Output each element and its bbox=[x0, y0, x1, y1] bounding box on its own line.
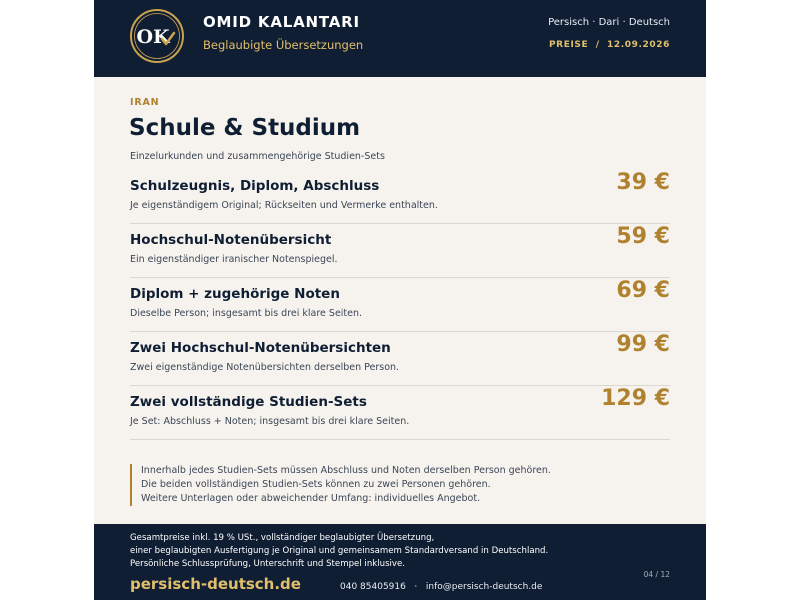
page-title: Schule & Studium bbox=[129, 115, 361, 141]
conditions-note bbox=[130, 464, 551, 506]
brand-name: OMID KALANTARI bbox=[203, 13, 360, 31]
note-line: Weitere Unterlagen oder abweichender Umfang: individuelles Angebot. bbox=[141, 493, 481, 504]
brand-subtitle: Beglaubigte Übersetzungen bbox=[203, 38, 364, 52]
logo-text: OK bbox=[136, 26, 170, 48]
item-price: 99 € bbox=[616, 332, 670, 357]
website-domain: persisch-deutsch.de bbox=[130, 575, 301, 593]
footer-terms bbox=[130, 532, 548, 571]
item-name: Zwei Hochschul-Notenübersichten bbox=[130, 340, 391, 356]
price-sheet-page bbox=[94, 0, 706, 600]
languages: Persisch · Dari · Deutsch bbox=[548, 17, 670, 28]
item-description: Je eigenständigem Original; Rückseiten und Vermerke enthalten. bbox=[130, 200, 438, 211]
price-item bbox=[130, 278, 670, 332]
contact-info: 040 85405916 · info@persisch-deutsch.de bbox=[340, 582, 543, 592]
item-price: 59 € bbox=[616, 224, 670, 249]
note-line: Innerhalb jedes Studien-Sets müssen Abschluss und Noten derselben Person gehören. bbox=[141, 465, 551, 476]
item-price: 129 € bbox=[601, 386, 670, 411]
item-name: Zwei vollständige Studien-Sets bbox=[130, 394, 367, 410]
item-price: 39 € bbox=[616, 170, 670, 195]
price-item bbox=[130, 386, 670, 440]
note-line: Die beiden vollständigen Studien-Sets können zu zwei Personen gehören. bbox=[141, 479, 491, 490]
price-date-label: PREISE / 12.09.2026 bbox=[548, 40, 670, 50]
item-description: Dieselbe Person; insgesamt bis drei klare Seiten. bbox=[130, 308, 363, 319]
page-number: 04 / 12 bbox=[643, 570, 670, 579]
footer-line: einer beglaubigten Ausfertigung je Original und gemeinsamem Standardversand in Deutschland. bbox=[130, 546, 549, 556]
price-item bbox=[130, 170, 670, 224]
footer bbox=[94, 524, 706, 600]
item-price: 69 € bbox=[616, 278, 670, 303]
item-name: Hochschul-Notenübersicht bbox=[130, 232, 332, 248]
price-list bbox=[130, 170, 670, 440]
item-name: Diplom + zugehörige Noten bbox=[130, 286, 340, 302]
item-name: Schulzeugnis, Diplom, Abschluss bbox=[130, 178, 380, 194]
header bbox=[94, 0, 706, 77]
item-description: Zwei eigenständige Notenübersichten derselben Person. bbox=[130, 362, 400, 373]
item-description: Je Set: Abschluss + Noten; insgesamt bis drei klare Seiten. bbox=[130, 416, 410, 427]
footer-line: Persönliche Schlussprüfung, Unterschrift und Stempel inklusive. bbox=[130, 559, 406, 569]
item-description: Ein eigenständiger iranischer Notenspiegel. bbox=[130, 254, 338, 265]
page-subtitle: Einzelurkunden und zusammengehörige Studien-Sets bbox=[130, 151, 385, 162]
price-item bbox=[130, 224, 670, 278]
footer-line: Gesamtpreise inkl. 19 % USt., vollständiger beglaubigter Übersetzung, bbox=[130, 533, 435, 543]
section-eyebrow: IRAN bbox=[130, 97, 160, 108]
ok-logo bbox=[129, 8, 185, 64]
price-item bbox=[130, 332, 670, 386]
